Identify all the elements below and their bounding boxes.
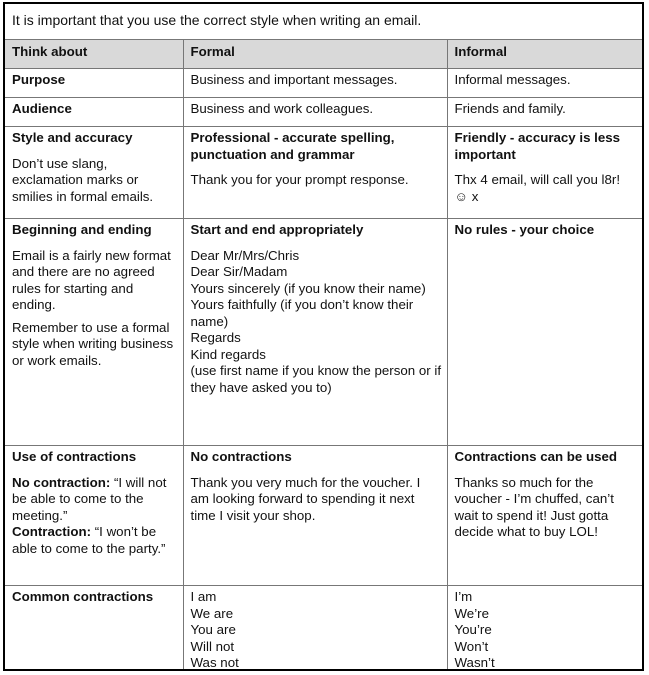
beginning-note-2: Remember to use a formal style when writing business or work emails.: [12, 319, 174, 368]
contraction-example: [12, 524, 178, 557]
contractions-formal-text: Thank you very much for the voucher. I am looking forward to spending it next time I visit your shop.: [190, 474, 421, 523]
table-header-row: [5, 40, 642, 69]
audience-row: [5, 98, 642, 127]
list-item: Will not: [190, 638, 235, 654]
list-item: Dear Mr/Mrs/Chris: [190, 247, 300, 263]
common-informal-cell: [447, 586, 642, 672]
list-item: Dear Sir/Madam: [190, 264, 288, 279]
formal-greetings-list: [191, 248, 442, 397]
style-formal-heading: Professional - accurate spelling, punctuation and grammar: [190, 130, 395, 162]
contraction-text: “I won’t be able to come to the party.”: [12, 524, 166, 556]
style-label: Style and accuracy: [12, 130, 133, 145]
contractions-formal-heading: No contractions: [190, 449, 292, 464]
style-informal-cell: [447, 127, 642, 219]
header-formal: Formal: [183, 40, 447, 69]
audience-label: Audience: [5, 98, 183, 127]
beginning-informal-cell: [447, 219, 642, 446]
purpose-informal: Informal messages.: [447, 69, 642, 98]
common-cell: [5, 586, 183, 672]
header-informal: Informal: [447, 40, 642, 69]
beginning-label: Beginning and ending: [12, 222, 152, 237]
no-contraction-label: No contraction:: [12, 474, 111, 490]
no-contraction-example: [12, 475, 178, 525]
list-item: We are: [190, 605, 234, 621]
beginning-cell: [5, 219, 183, 446]
common-label: Common contractions: [12, 589, 154, 604]
style-formal-text: Thank you for your prompt response.: [190, 172, 409, 187]
beginning-formal-heading: Start and end appropriately: [190, 222, 364, 237]
list-item: Was not: [190, 655, 239, 670]
style-row: [5, 127, 642, 219]
beginning-note-1: Email is a fairly new format and there are no agreed rules for starting and ending.: [12, 247, 171, 312]
email-style-table: [5, 39, 642, 671]
style-formal-cell: [183, 127, 447, 219]
contractions-informal-cell: [447, 446, 642, 586]
purpose-label: Purpose: [5, 69, 183, 98]
style-note: Don’t use slang, exclamation marks or smilies in formal emails.: [12, 155, 154, 204]
beginning-row: [5, 219, 642, 446]
list-item: Kind regards: [190, 346, 266, 362]
list-item: You’re: [454, 622, 492, 637]
style-cell: [5, 127, 183, 219]
contraction-label: Contraction:: [12, 524, 92, 539]
list-item: I am: [190, 589, 217, 604]
header-think-about: Think about: [5, 40, 183, 69]
purpose-row: [5, 69, 642, 98]
purpose-formal: Business and important messages.: [183, 69, 447, 98]
list-item: Yours faithfully (if you don’t know their name): [190, 297, 414, 329]
list-item: Yours sincerely (if you know their name): [190, 280, 426, 296]
audience-informal: Friends and family.: [447, 98, 642, 127]
contractions-informal-text: Thanks so much for the voucher - I’m chuffed, can’t wait to spend it! Just gotta decide what to buy LOL!: [454, 474, 614, 539]
intro-text: It is important that you use the correct style when writing an email.: [12, 12, 422, 28]
smiley-icon: ☺ x: [454, 188, 479, 204]
contractions-row: [5, 446, 642, 586]
email-style-sheet: [3, 2, 644, 671]
beginning-informal-heading: No rules - your choice: [454, 222, 595, 237]
common-formal-cell: [183, 586, 447, 672]
list-item: I’m: [454, 589, 473, 604]
contractions-label: Use of contractions: [12, 449, 137, 464]
style-informal-heading: Friendly - accuracy is less important: [454, 130, 621, 162]
beginning-formal-cell: [183, 219, 447, 446]
list-item: Wasn’t: [454, 655, 495, 670]
contractions-formal-cell: [183, 446, 447, 586]
common-row: [5, 586, 642, 672]
contractions-cell: [5, 446, 183, 586]
style-informal-text: Thx 4 email, will call you l8r!: [454, 172, 621, 187]
contractions-informal-heading: Contractions can be used: [454, 449, 618, 464]
list-item: Regards: [190, 330, 241, 345]
audience-formal: Business and work colleagues.: [183, 98, 447, 127]
list-item: You are: [190, 622, 236, 637]
no-contraction-text: “I will not be able to come to the meeting.”: [12, 474, 167, 523]
list-item: We’re: [454, 605, 489, 621]
list-item: (use first name if you know the person or if they have asked you to): [190, 363, 442, 395]
list-item: Won’t: [454, 638, 489, 654]
